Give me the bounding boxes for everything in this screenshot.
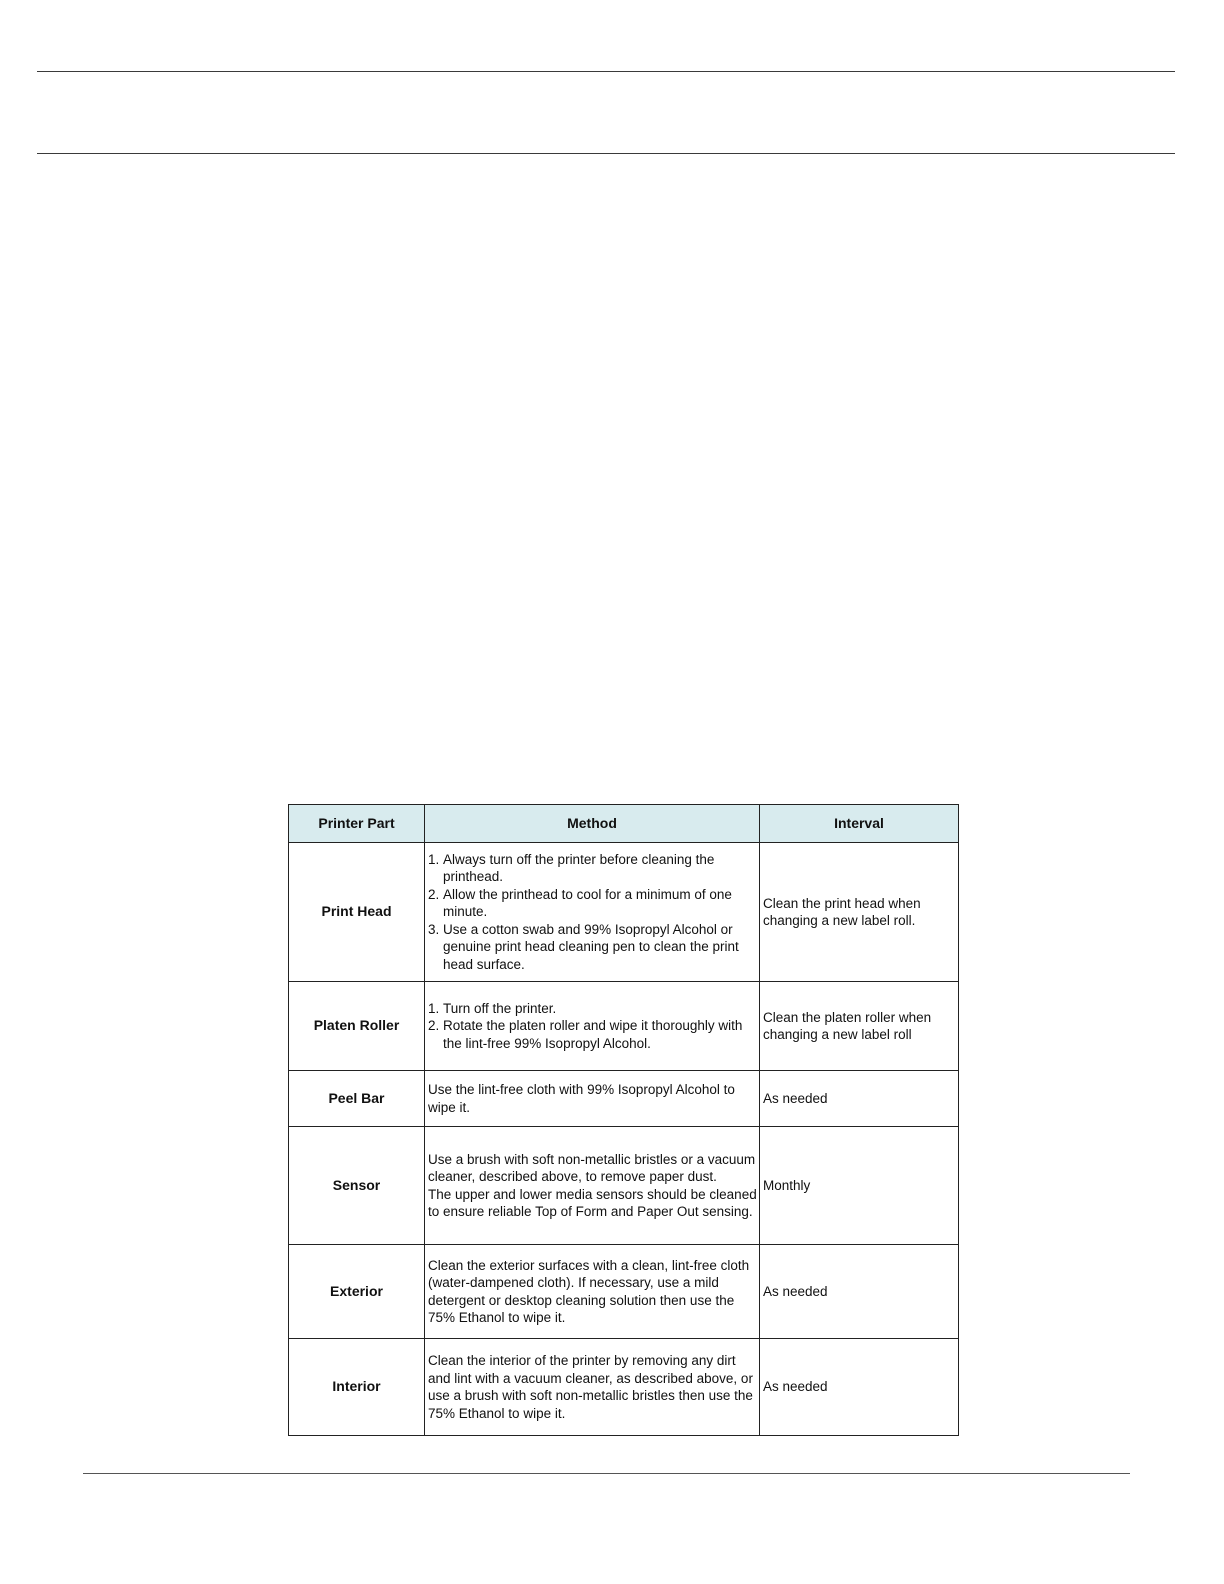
table-row (289, 1127, 959, 1245)
method-steps-list (428, 1000, 757, 1053)
row-method-peel-bar (425, 1071, 760, 1127)
row-method-sensor (425, 1127, 760, 1245)
method-step: 1. Turn off the printer. (443, 1000, 757, 1018)
row-part-exterior: Exterior (289, 1245, 425, 1339)
table-header-row (289, 805, 959, 843)
method-step: 2. Allow the printhead to cool for a minimum of one minute. (443, 886, 757, 921)
row-part-peel-bar: Peel Bar (289, 1071, 425, 1127)
table-row (289, 1339, 959, 1436)
method-step: 1. Always turn off the printer before cleaning the printhead. (443, 851, 757, 886)
header-rule-top (37, 71, 1175, 72)
row-method-print-head (425, 843, 760, 982)
row-interval-platen-roller: Clean the platen roller when changing a new label roll (760, 982, 959, 1071)
header-rule-bottom (37, 153, 1175, 154)
method-text: Use the lint-free cloth with 99% Isopropyl Alcohol to wipe it. (428, 1082, 735, 1115)
row-method-exterior (425, 1245, 760, 1339)
method-text: Use a brush with soft non-metallic bristles or a vacuum cleaner, described above, to remove paper dust. (428, 1151, 756, 1184)
row-method-platen-roller (425, 982, 760, 1071)
cleaning-schedule-table-container (288, 804, 958, 1436)
row-method-interior (425, 1339, 760, 1436)
row-interval-sensor: Monthly (760, 1127, 959, 1245)
header-interval: Interval (760, 805, 959, 843)
row-interval-print-head: Clean the print head when changing a new label roll. (760, 843, 959, 982)
row-interval-peel-bar: As needed (760, 1071, 959, 1127)
header-method: Method (425, 805, 760, 843)
method-text: The upper and lower media sensors should be cleaned to ensure reliable Top of Form and Paper Out sensing. (428, 1186, 757, 1219)
row-interval-exterior: As needed (760, 1245, 959, 1339)
table-row (289, 1245, 959, 1339)
row-part-platen-roller: Platen Roller (289, 982, 425, 1071)
method-steps-list (428, 851, 757, 974)
table-row (289, 1071, 959, 1127)
method-step: 3. Use a cotton swab and 99% Isopropyl Alcohol or genuine print head cleaning pen to clean the print head surface. (443, 921, 757, 974)
table-row (289, 982, 959, 1071)
method-step: 2. Rotate the platen roller and wipe it thoroughly with the lint-free 99% Isopropyl Alcohol. (443, 1017, 757, 1052)
header-printer-part: Printer Part (289, 805, 425, 843)
row-part-interior: Interior (289, 1339, 425, 1436)
row-interval-interior: As needed (760, 1339, 959, 1436)
table-row (289, 843, 959, 982)
row-part-print-head: Print Head (289, 843, 425, 982)
cleaning-schedule-table (288, 804, 959, 1436)
method-text: Clean the exterior surfaces with a clean, lint-free cloth (water-dampened cloth). If necessary, use a mild detergent or desktop cleaning solution then use the 75% Ethanol to wipe it. (428, 1257, 750, 1325)
method-text: Clean the interior of the printer by removing any dirt and lint with a vacuum cleaner, as described above, or use a brush with soft non-metallic bristles then use the 75% Ethanol to wipe it. (428, 1353, 753, 1421)
row-part-sensor: Sensor (289, 1127, 425, 1245)
footer-rule (83, 1473, 1130, 1474)
